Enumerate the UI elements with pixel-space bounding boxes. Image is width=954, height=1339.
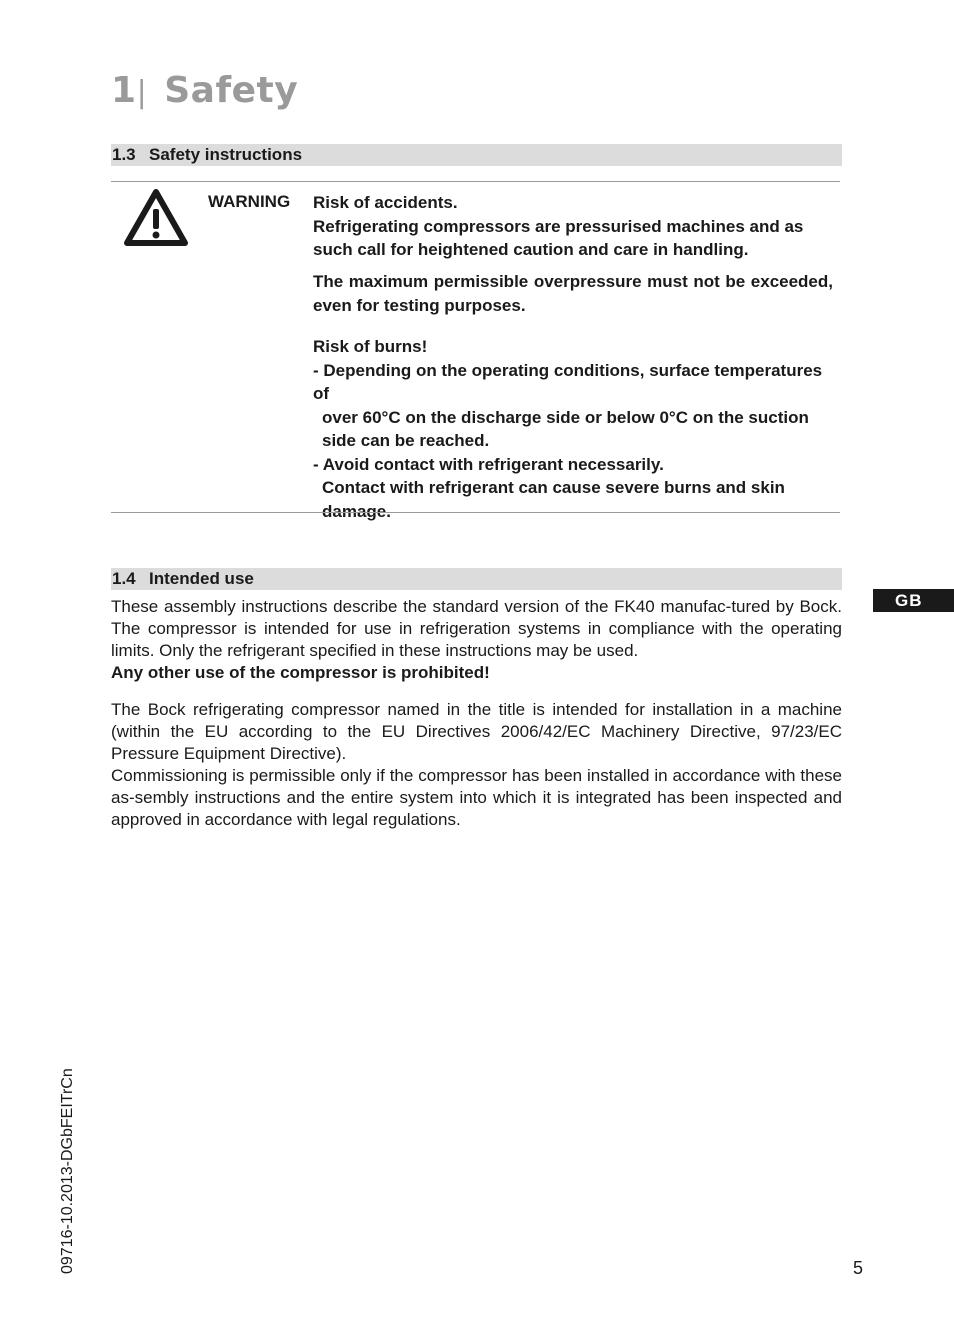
page-number: 5 <box>853 1258 864 1278</box>
intended-use-paragraph-1 <box>111 596 842 684</box>
language-tab: GB <box>873 589 954 612</box>
section-title: Safety instructions <box>149 145 303 164</box>
intended-use-paragraph-2 <box>111 699 842 831</box>
overpressure-text: The maximum permissible overpressure must not be exceeded, even for testing purposes. <box>313 272 833 315</box>
divider-top <box>111 181 840 182</box>
burns-item-1: - Depending on the operating conditions, surface temperatures of <box>313 360 823 403</box>
burns-heading: Risk of burns! <box>313 337 428 356</box>
document-code: 09716-10.2013-DGbFEITrCn <box>59 1068 76 1274</box>
prohibited-use-notice: Any other use of the compressor is prohibited! <box>111 663 490 682</box>
warning-triangle-icon <box>124 189 188 247</box>
risk-accidents-heading: Risk of accidents. <box>313 193 458 212</box>
burns-item-1-cont: over 60°C on the discharge side or below 0°C on the suction side can be reached. <box>322 407 809 450</box>
burns-item-2: - Avoid contact with refrigerant necessarily. <box>313 454 664 474</box>
chapter-title <box>111 70 298 111</box>
section-number: 1.4 <box>112 569 136 588</box>
chapter-number: 1 <box>111 70 137 111</box>
divider-bottom <box>111 512 840 513</box>
chapter-title-text: Safety <box>164 70 299 111</box>
burns-item-2-cont: Contact with refrigerant can cause severe burns and skin damage. <box>322 478 785 521</box>
section-title: Intended use <box>149 569 254 588</box>
commissioning-text: Commissioning is permissible only if the compressor has been installed in accordance with these as-sembly instructions and the entire system into which it is integrated has been inspected and approved in accordance with legal regulations. <box>111 766 842 829</box>
risk-accidents-text: Refrigerating compressors are pressurised machines and as such call for heightened caution and care in handling. <box>313 216 804 259</box>
section-heading-safety-instructions <box>111 144 842 166</box>
section-heading-intended-use <box>111 568 842 590</box>
overpressure-warning <box>313 270 833 317</box>
warning-accidents-block <box>313 191 833 262</box>
burns-warning-block <box>313 335 833 523</box>
intended-use-text: These assembly instructions describe the standard version of the FK40 manufac-tured by Bock. The compressor is intended for use in refrigeration systems in compliance with the operating limits. Only the refrigerant specified in these instructions may be used. <box>111 597 842 660</box>
section-number: 1.3 <box>112 145 136 164</box>
installation-text: The Bock refrigerating compressor named in the title is intended for installation in a machine (within the EU according to the EU Directives 2006/42/EC Machinery Directive, 97/23/EC Pressure Equipment Directive). <box>111 700 842 763</box>
warning-label: WARNING <box>208 192 291 211</box>
chapter-separator: | <box>136 75 148 110</box>
